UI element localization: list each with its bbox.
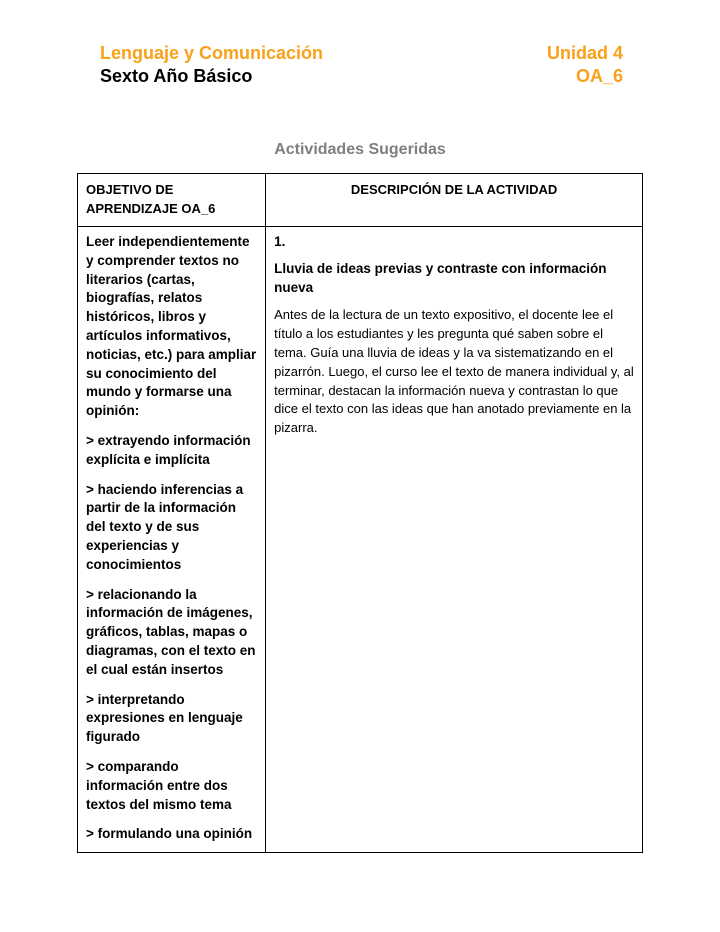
objective-cell xyxy=(78,227,266,853)
subject-title: Lenguaje y Comunicación xyxy=(100,43,324,63)
objective-bullet: > comparando información entre dos textos del mismo tema xyxy=(86,758,232,812)
objective-bullet: > formulando una opinión xyxy=(86,826,253,842)
table-body-row xyxy=(78,227,643,853)
objective-bullet: > relacionando la información de imágenes, gráficos, tablas, mapas o diagramas, con el texto en el cual están insertos xyxy=(86,586,256,677)
objective-bullet: > haciendo inferencias a partir de la información del texto y de sus experiencias y conocimientos xyxy=(86,481,244,572)
document-header xyxy=(77,42,643,88)
header-row-bottom xyxy=(100,65,623,88)
grade-label: Sexto Año Básico xyxy=(100,66,253,86)
description-column-header: DESCRIPCIÓN DE LA ACTIVIDAD xyxy=(266,174,643,227)
oa-code-label: OA_6 xyxy=(575,66,623,86)
activity-title: Lluvia de ideas previas y contraste con información nueva xyxy=(274,260,607,295)
activity-number: 1. xyxy=(274,234,286,249)
activities-table xyxy=(77,173,643,853)
activity-body: Antes de la lectura de un texto expositivo, el docente lee el título a los estudiantes y les pregunta qué saben sobre el tema. Guía una lluvia de ideas y la va sistematizando en el pizarrón. Luego, el curso lee el texto de manera individual y, al terminar, destacan la información nueva y contrastan lo que dice el texto con las ideas que han anotado previamente en la pizarra. xyxy=(274,307,634,436)
unit-label: Unidad 4 xyxy=(546,43,623,63)
objective-column-header: OBJETIVO DE APRENDIZAJE OA_6 xyxy=(78,174,266,227)
page-title: Actividades Sugeridas xyxy=(274,141,446,158)
header-row-top xyxy=(100,42,623,65)
table-header-row xyxy=(78,174,643,227)
activity-cell xyxy=(266,227,643,853)
objective-bullet: > interpretando expresiones en lenguaje figurado xyxy=(86,691,243,745)
objective-intro: Leer independientemente y comprender textos no literarios (cartas, biografías, relatos históricos, libros y artículos informativos, noticias, etc.) para ampliar su conocimiento del mundo y formarse una opinión: xyxy=(86,234,257,419)
objective-bullet: > extrayendo información explícita e implícita xyxy=(86,432,251,467)
